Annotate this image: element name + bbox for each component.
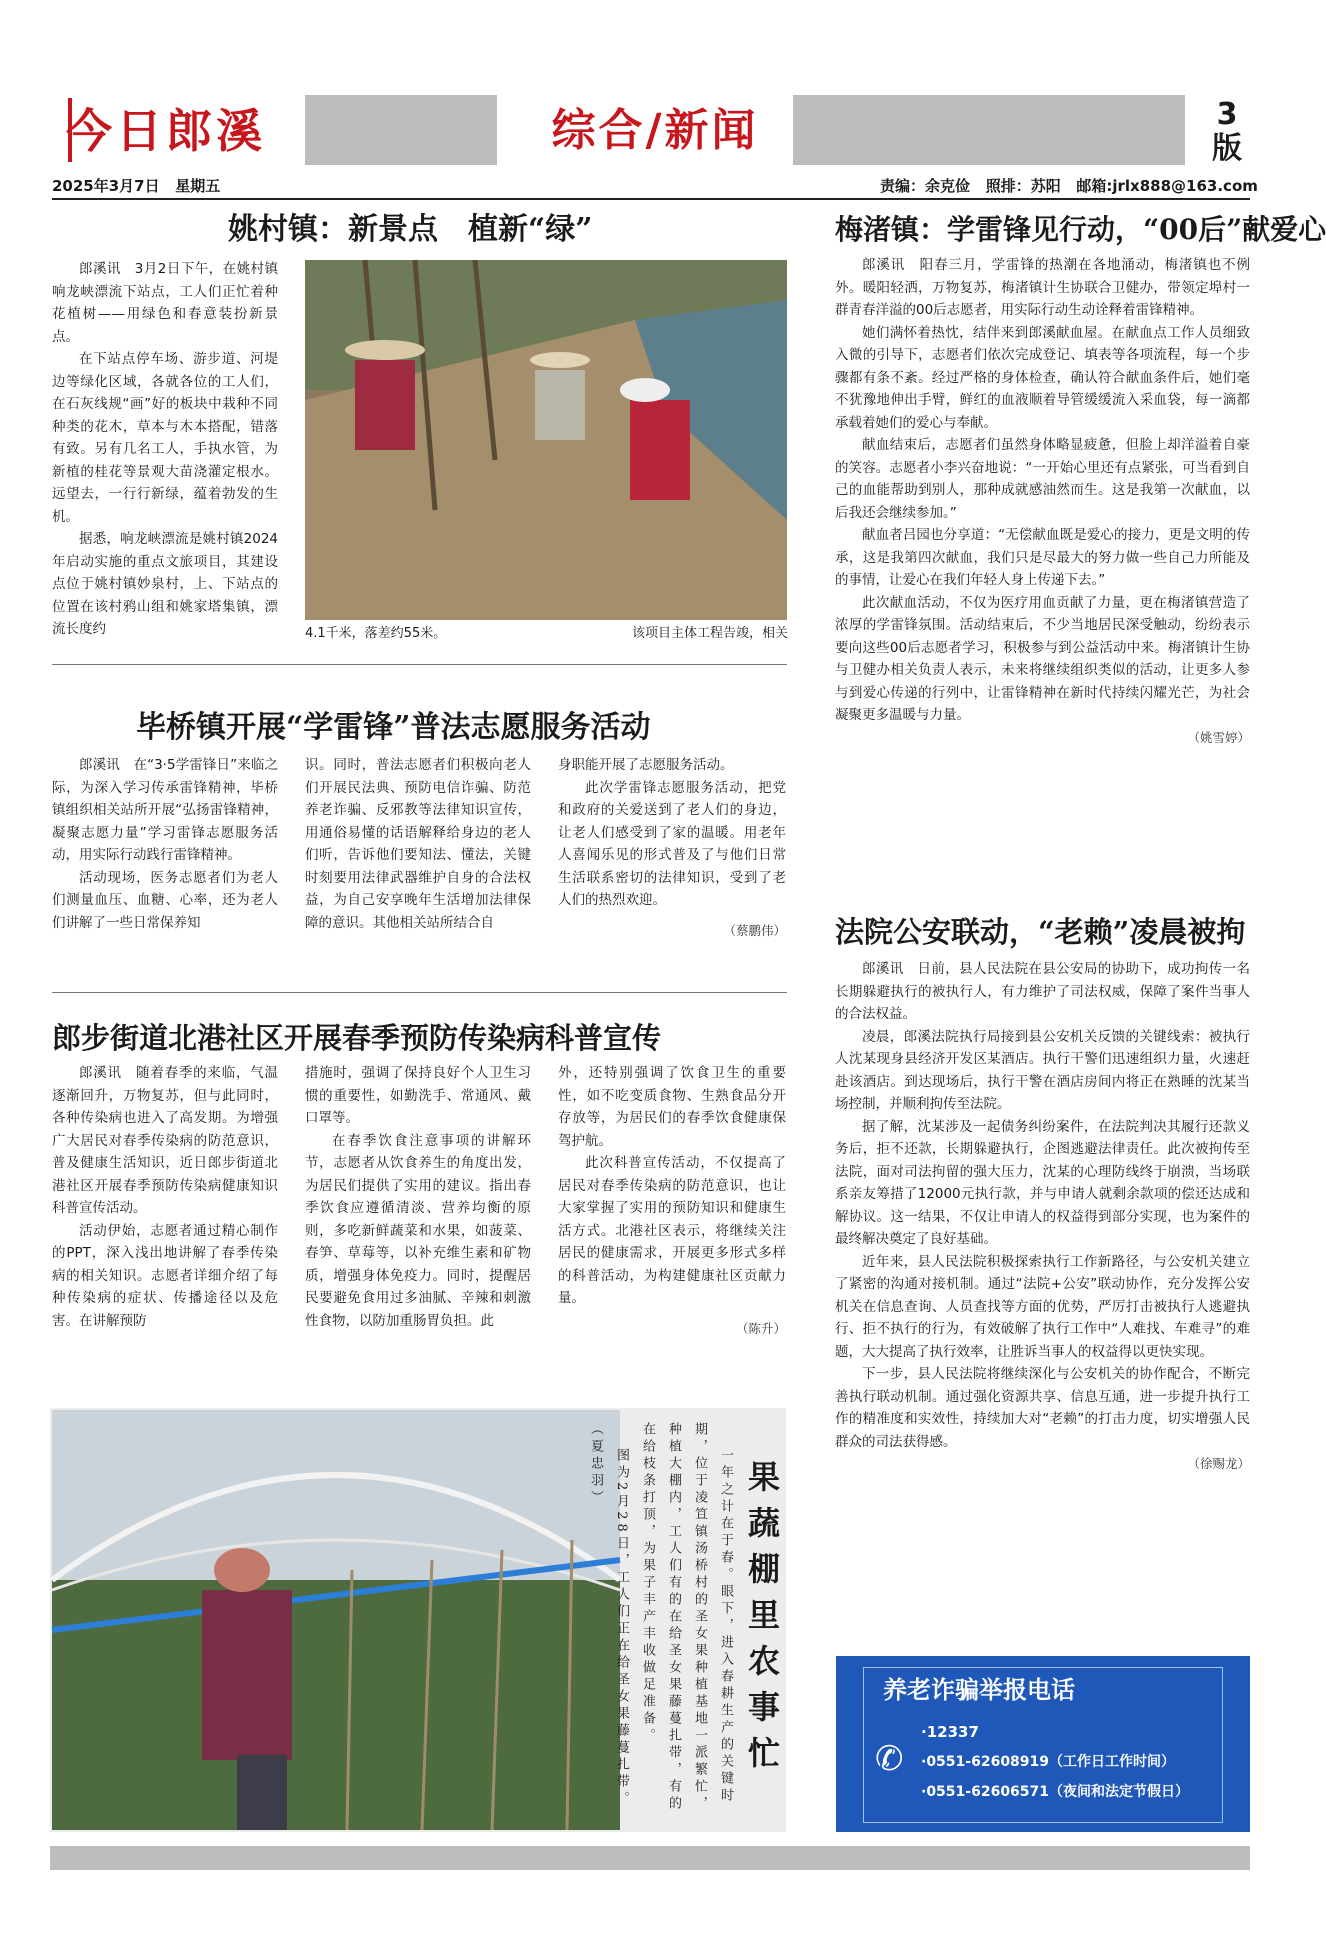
footer-bar <box>50 1846 1250 1870</box>
date-line <box>52 174 220 198</box>
a1-title: 姚村镇：新景点 植新“绿” <box>228 212 593 247</box>
a4-c2: 措施时，强调了保持良好个人卫生习惯的重要性，如勤洗手、常通风、戴口罩等。 <box>305 1065 531 1126</box>
a3-c3b: 此次学雷锋志愿服务活动，把党和政府的关爱送到了老人们的身边，让老人们感受到了家的温暖。用老年人喜闻乐见的形式普及了与他们日常生活联系密切的法律知识，受到了老人们的热烈欢迎。 <box>558 779 786 908</box>
ad-line-2: ·0551-62608919（工作日工作时间） <box>921 1754 1176 1770</box>
a1-photo <box>305 260 787 620</box>
ad-title: 养老诈骗举报电话 <box>883 1676 1075 1704</box>
page-unit: 版 <box>1212 131 1242 166</box>
a2-sig: （姚雪婷） <box>1187 729 1250 745</box>
a1-p3: 据悉，响龙峡漂流是姚村镇2024年启动实施的重点文旅项目，其建设点位于姚村镇妙泉村，上、下站点的位置在该村鸦山组和姚家塔集镇，漂流长度约 <box>52 531 278 637</box>
photo-feature-text <box>588 1422 738 1818</box>
greenhouse-image <box>52 1410 620 1830</box>
a4-c3b: 此次科普宣传活动，不仅提高了居民对春季传染病的防范意识，也让大家掌握了实用的预防知识和健康生活方式。北港社区表示，将继续关注居民的健康需求，开展更多形式多样的科普活动，为构建健康社区贡献力量。 <box>558 1155 786 1306</box>
a4-sig: （陈升） <box>735 1320 786 1336</box>
header-rule <box>52 198 1250 200</box>
paper-name: 今日郎溪 <box>66 104 266 158</box>
a5-p4: 近年来，县人民法院积极探索执行工作新路径，与公安机关建立了紧密的沟通对接机制。通过“法院+公安”联动协作，充分发挥公安机关在信息查询、人员查找等方面的优势，严厉打击被执行人逃避执行、拒不执行的行为，有效破解了执行工作中“人难找、车难寻”的难题，大大提高了执行效率，让胜诉当事人的权益得以更快实现。 <box>835 1253 1250 1360</box>
masthead-gray-left <box>305 95 497 165</box>
photo-feature-caption: 图为2月28日，工人们正在给圣女果藤蔓扎带。 <box>614 1448 629 1808</box>
planting-scene-image <box>305 260 787 620</box>
photo-feature-author: （夏忠羽） <box>588 1422 603 1507</box>
a1-text <box>52 258 278 648</box>
editor: 责编：余克俭 <box>880 177 971 195</box>
ad-line-3: ·0551-62606571（夜间和法定节假日） <box>921 1784 1190 1800</box>
a1-cap-right: 该项目主体工程告竣，相关 <box>631 626 788 641</box>
a5-p5: 下一步，县人民法院将继续深化与公安机关的协作配合，不断完善执行联动机制。通过强化资源共享、信息互通，进一步提升执行工作的精准度和实效性，持续加大对“老赖”的打击力度，切实增强人民群众的司法获得感。 <box>835 1366 1250 1450</box>
photo-feature-title: 果蔬棚里农事忙 <box>743 1460 781 1782</box>
section-title: 综合/新闻 <box>551 105 759 156</box>
a1-cap-left: 4.1千米，落差约55米。 <box>305 626 447 641</box>
page-no: 3 <box>1216 97 1238 132</box>
a3-c1b: 活动现场，医务志愿者们为老人们测量血压、血糖、心率，还为老人们讲解了一些日常保养知 <box>52 869 278 931</box>
a5-p2: 凌晨，郎溪法院执行局接到县公安机关反馈的关键线索：被执行人沈某现身县经济开发区某酒店。执行干警们迅速组织力量，火速赶赴该酒店。到达现场后，执行干警在酒店房间内将正在熟睡的沈某当场控制，并顺利拘传至法院。 <box>835 1028 1250 1112</box>
masthead-gray-right <box>793 95 1185 165</box>
a3-c3: 身职能开展了志愿服务活动。 <box>558 757 734 773</box>
a2-p4: 献血者吕园也分享道：“无偿献血既是爱心的接力，更是文明的传承，这是我第四次献血，我们只是尽最大的努力做一些自己力所能及的事情，让爱心在我们年轻人身上传递下去。” <box>835 527 1250 588</box>
a4-c1b: 活动伊始，志愿者通过精心制作的PPT，深入浅出地讲解了春季传染病的相关知识。志愿者详细介绍了每种传染病的症状、传播途径以及危害。在讲解预防 <box>52 1222 278 1329</box>
a4-col3 <box>558 1062 786 1342</box>
a5-title: 法院公安联动，“老赖”凌晨被拘 <box>835 915 1246 949</box>
a3-sig: （蔡鹏伟） <box>723 922 786 938</box>
photo-feature-body: 一年之计在于春。眼下，进入春耕生产的关键时期，位于凌笪镇汤桥村的圣女果种植基地一派繁忙，种植大棚内，工人们有的在给圣女果藤蔓扎带，有的在给枝条打顶，为果子丰产丰收做足准备。 <box>640 1422 733 1813</box>
a5-p1: 郎溪讯 日前，县人民法院在县公安局的协助下，成功拘传一名长期躲避执行的被执行人，有力维护了司法权威，保障了案件当事人的合法权益。 <box>835 961 1250 1022</box>
a1-divider <box>52 664 787 665</box>
fraud-report-ad <box>836 1656 1250 1832</box>
a3-col2 <box>305 754 531 954</box>
a5-text <box>835 958 1250 1518</box>
a2-p2: 她们满怀着热忱，结伴来到郎溪献血屋。在献血点工作人员细致入微的引导下，志愿者们依次完成登记、填表等各项流程，每一个步骤都有条不紊。经过严格的身体检查，确认符合献血条件后，她们毫不犹豫地伸出手臂，鲜红的血液顺着导管缓缓流入采血袋，每一滴都承载着她们的爱心与奉献。 <box>835 324 1250 431</box>
a1-p1: 郎溪讯 3月2日下午，在姚村镇响龙峡漂流下站点，工人们正忙着种花植树——用绿色和春意装扮新景点。 <box>52 261 278 345</box>
typesetter: 照排：苏阳 <box>985 177 1061 195</box>
email: 邮箱:jrlx888@163.com <box>1076 177 1258 195</box>
a2-title: 梅渚镇：学雷锋见行动，“00后”献爱心 <box>835 213 1326 246</box>
a3-c2: 识。同时，普法志愿者们积极向老人们开展民法典、预防电信诈骗、防范养老诈骗、反邪教等法律知识宣传，用通俗易懂的话语解释给身边的老人们听，告诉他们要知法、懂法，关键时刻要用法律武器维护自身的合法权益，为自己安享晚年生活增加法律保障的意识。其他相关站所结合自 <box>305 757 531 931</box>
issue-date: 2025年3月7日 <box>52 177 160 195</box>
a3-title: 毕桥镇开展“学雷锋”普法志愿服务活动 <box>136 710 651 745</box>
a5-p3: 据了解，沈某涉及一起债务纠纷案件，在法院判决其履行还款义务后，拒不还款，长期躲避执行，企图逃避法律责任。此次被拘传至法院，面对司法拘留的强大压力，沈某的心理防线终于崩溃，当场联系亲友筹措了12000元执行款，并与申请人就剩余款项的偿还达成和解协议。这一结果，不仅让申请人的权益得到部分实现，也为案件的最终解决奠定了良好基础。 <box>835 1118 1250 1247</box>
a3-divider <box>52 992 787 993</box>
a1-p2: 在下站点停车场、游步道、河堤边等绿化区域，各就各位的工人们，在石灰线规“画”好的板块中栽种不同种类的花木，草本与木本搭配，错落有致。另有几名工人，手执水管，为新植的桂花等景观大苗浇灌定根水。远望去，一行行新绿，蕴着勃发的生机。 <box>52 351 278 525</box>
a4-c3: 外，还特别强调了饮食卫生的重要性，如不吃变质食物、生熟食品分开存放等，为居民们的春季饮食健康保驾护航。 <box>558 1065 786 1149</box>
staff-line <box>880 174 1258 198</box>
ad-line-1: ·12337 <box>921 1723 979 1741</box>
a5-sig: （徐赐龙） <box>1187 1456 1250 1471</box>
a3-col1 <box>52 754 278 954</box>
a4-c1: 郎溪讯 随着春季的来临，气温逐渐回升，万物复苏，但与此同时，各种传染病也进入了高发期。为增强广大居民对春季传染病的防范意识，普及健康生活知识，近日郎步街道北港社区开展春季预防传染病健康知识科普宣传活动。 <box>52 1065 278 1216</box>
page-number <box>1200 98 1254 170</box>
a4-col1 <box>52 1062 278 1342</box>
a4-title: 郎步街道北港社区开展春季预防传染病科普宣传 <box>52 1021 662 1055</box>
issue-weekday: 星期五 <box>175 177 221 195</box>
phone-icon: ✆ <box>875 1739 904 1779</box>
a3-col3 <box>558 754 786 964</box>
a2-p5: 此次献血活动，不仅为医疗用血贡献了力量，更在梅渚镇营造了浓厚的学雷锋氛围。活动结束后，不少当地居民深受触动，纷纷表示要向这些00后志愿者学习，积极参与到公益活动中来。梅渚镇计生协与卫健办相关负责人表示，未来将继续组织类似的活动，让更多人参与到爱心传递的行列中，让雷锋精神在新时代持续闪耀光芒，为社会凝聚更多温暖与力量。 <box>835 594 1250 723</box>
a2-p1: 郎溪讯 阳春三月，学雷锋的热潮在各地涌动，梅渚镇也不例外。暖阳轻洒，万物复苏，梅渚镇计生协联合卫健办，带领定埠村一群青春洋溢的00后志愿者，用实际行动生动诠释着雷锋精神。 <box>835 257 1250 318</box>
a3-c1: 郎溪讯 在“3·5学雷锋日”来临之际，为深入学习传承雷锋精神，毕桥镇组织相关站所开展“弘扬雷锋精神，凝聚志愿力量”学习雷锋志愿服务活动，用实际行动践行雷锋精神。 <box>52 757 278 863</box>
a4-c2b: 在春季饮食注意事项的讲解环节，志愿者从饮食养生的角度出发，为居民们提供了实用的建议。指出春季饮食应遵循清淡、营养均衡的原则，多吃新鲜蔬菜和水果，如菠菜、春笋、草莓等，以补充维生素和矿物质，增强身体免疫力。同时，提醒居民要避免食用过多油腻、辛辣和刺激性食物，以防加重肠胃负担。此 <box>305 1132 531 1329</box>
a4-col2 <box>305 1062 531 1342</box>
a2-text <box>835 254 1250 764</box>
a2-p3: 献血结束后，志愿者们虽然身体略显疲惫，但脸上却洋溢着自豪的笑容。志愿者小李兴奋地说：“一开始心里还有点紧张，可当看到自己的血能帮助到别人，那种成就感油然而生。这是我第一次献血，以后我还会继续参加。” <box>835 437 1250 521</box>
greenhouse-photo <box>52 1410 620 1830</box>
